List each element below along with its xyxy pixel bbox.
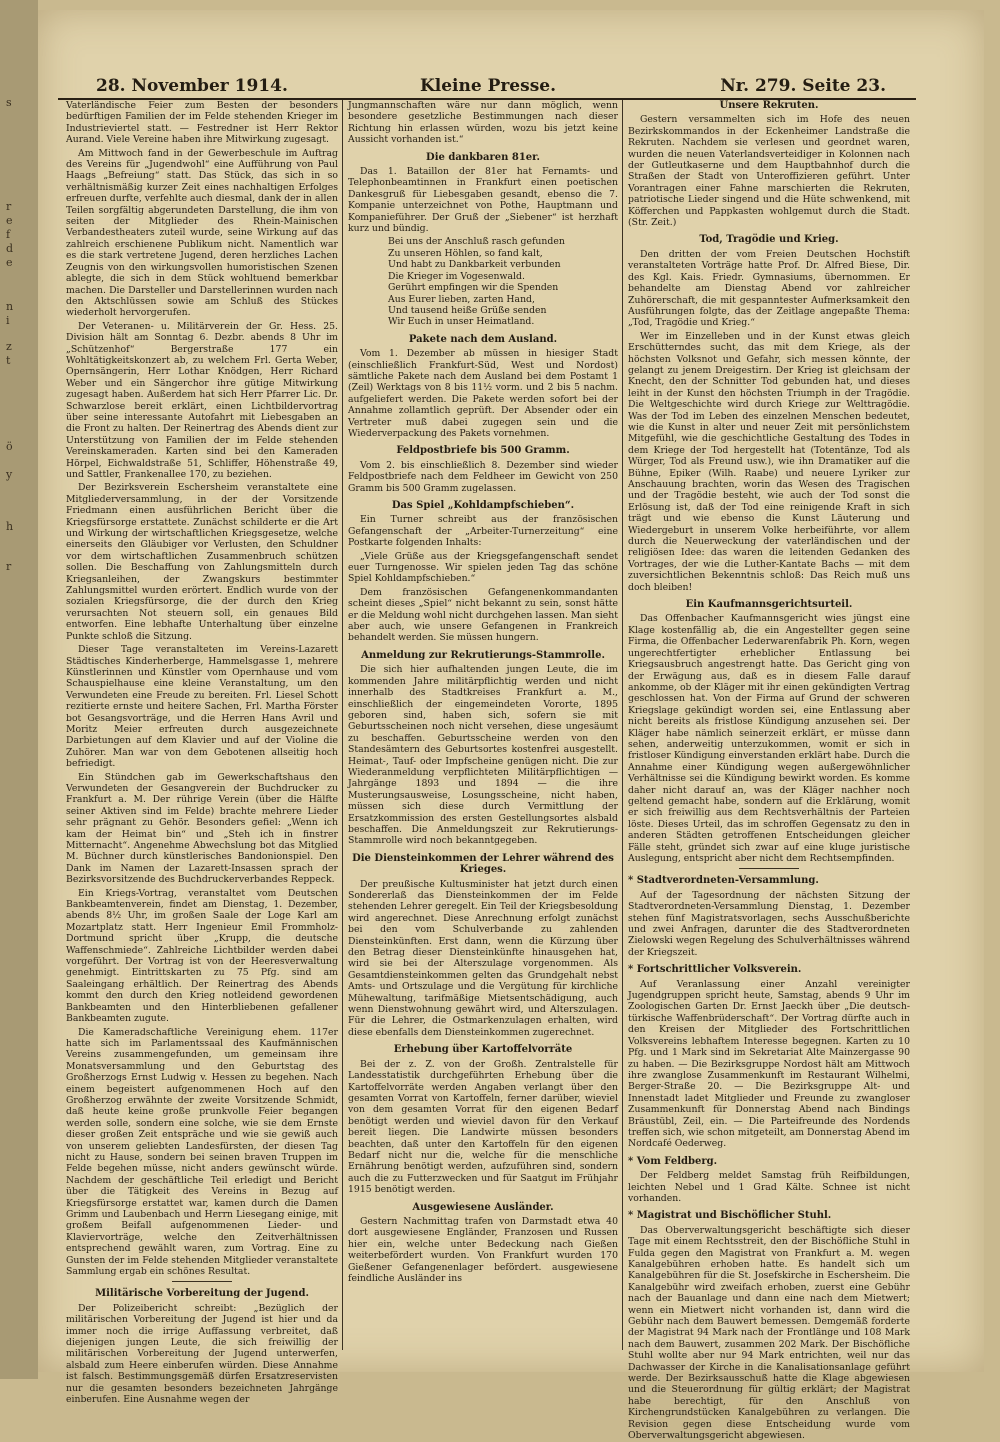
article-paragraph: Vom 1. Dezember ab müssen in hiesiger Stadt (einschließlich Frankfurt-Süd, West und Nordost) sämtliche Pakete nach dem Ausland bei dem Postamt 1 (Zeil) Werktags von 8 bis 11½ vorm. und 2 bis 5 nachm. aufgeliefert werden. Die Pakete werden sofort bei der Annahme zollamtlich geprüft. Der Absender oder ein Vertreter muß dabei zugegen sein und die Wiederverpackung des Pakets vornehmen. — [348, 348, 618, 439]
article-paragraph: Vom 2. bis einschließlich 8. Dezember sind wieder Feldpostbriefe nach dem Feldheer im Gewicht von 250 Gramm bis 500 Gramm zugelassen. — [348, 459, 618, 494]
article-separator — [739, 868, 799, 869]
article-heading: Erhebung über Kartoffelvorräte — [393, 1044, 573, 1056]
left-page-margin — [0, 0, 38, 1379]
margin-letter: h — [6, 520, 14, 533]
article-paragraph: Gestern versammelten sich im Hofe des neuen Bezirkskommandos in der Eckenheimer Landstraße die Rekruten. Nachdem sie verlesen und geordnet waren, wurden die neuen Vaterlandsverteidiger in Kolonnen nach der Gutleutkaserne und dem Hauptbahnhof durch die Straßen der Stadt von Unteroffizieren geführt. Unter Vorantragen einer Fahne marschierten die Rekruten, patriotische Lieder singend und die Hüte schwenkend, mit Köfferchen und Pappkasten wohlgemut durch die Stadt. (Str. Zeit.) — [628, 114, 910, 229]
article-paragraph: Ein Kriegs-Vortrag, veranstaltet vom Deutschen Bankbeamtenverein, findet am Dienstag, 1. Dezember, abends 8½ Uhr, im großen Saale der Loge Karl am Mozartplatz statt. Herr Ingenieur Emil Frommholz-Dortmund spricht über „Krupp, die deutsche Waffenschmiede“. Zahlreiche Lichtbilder werden dabei vorgeführt. Der Vortrag ist von der Heeresverwaltung genehmigt. Eintrittskarten zu 75 Pfg. sind am Saaleingang erhältlich. Der Reinertrag des Abends kommt den durch den Krieg notleidend gewordenen Bankbeamten und den Hinterbliebenen gefallener Bankbeamten zugute. — [66, 887, 338, 1025]
article-heading: Das Spiel „Kohldampfschieben“. — [391, 500, 575, 511]
article-heading: Die dankbaren 81er. — [426, 151, 540, 163]
article-paragraph: Der Polizeibericht schreibt: „Bezüglich der militärischen Vorbereitung der Jugend ist hier und da immer noch die irrige Auffassung verbreitet, daß diejenigen jungen Leute, die sich freiwillig der militärischen Vorbereitung der Jugend unterwerfen, alsbald zum Heere einberufen würden. Diese Annahme ist falsch. Bestimmungsgemäß dürfen Ersatzreservisten nur die gesamten besonders bezeichneten Jahrgänge einberufen. Eine Ausnahme wegen der — [66, 1302, 338, 1406]
article-heading: Tod, Tragödie und Krieg. — [699, 234, 839, 246]
header-issue-page: Nr. 279. Seite 23. — [720, 76, 886, 96]
margin-letter: e — [6, 256, 13, 269]
article-heading: Unsere Rekruten. — [719, 100, 819, 111]
margin-letter: y — [6, 468, 13, 481]
margin-letter: e — [6, 214, 13, 227]
poem-line: Aus Eurer lieben, zarten Hand, — [388, 293, 535, 305]
poem-line: Zu unseren Höhlen, so fand kalt, — [388, 247, 543, 259]
poem-line: Gerührt empfingen wir die Spenden — [388, 282, 559, 294]
article-paragraph: Auf der Tagesordnung der nächsten Sitzung der Stadtverordneten-Versammlung Dienstag, 1. Dezember stehen fünf Magistratsvorlagen, sechs Ausschußberichte und zwei Anfragen, darunter die des Stadtverordneten Zielowski wegen Regelung des Schulverhältnisses während der Kriegszeit. — [628, 889, 910, 958]
page-header — [58, 76, 916, 100]
article-paragraph: Der preußische Kultusminister hat jetzt durch einen Sondererlaß das Diensteinkommen der im Felde stehenden Lehrer geregelt. Ein Teil der Kriegsbesoldung wird angerechnet. Diese Anrechnung erfolgt zunächst bei den vom Schulverbande zu zahlenden Diensteinkünften. Erst dann, wenn die Kürzung über den Betrag dieser Diensteinkünfte hinausgehen hat, wird sie bei der Alterszulage vorgenommen. Als Gesamtdiensteinkommen gelten das Grundgehalt nebst Amts- und Ortszulage und die Vergütung für kirchliche Mühewaltung, tarifmäßige Mietsentschädigung, auch wenn Dienstwohnung gewährt wird, und Alterszulagen. Für die Lehrer, die Ostmarkenzulagen erhalten, wird diese ebenfalls dem Diensteinkommen zugerechnet. — [348, 878, 618, 1038]
article-paragraph: Die sich hier aufhaltenden jungen Leute, die im kommenden Jahre militärpflichtig werden und nicht innerhalb des Stadtkreises Frankfurt a. M., einschließlich der eingemeindeten Vororte, 1895 geboren sind, haben sich, sofern sie mit Geburtsscheinen noch nicht versehen, diese ungesäumt zu beschaffen. Geburtsscheine werden von den Standesämtern des Geburtsortes kostenfrei ausgestellt. Heimat-, Tauf- oder Impfscheine genügen nicht. Die zur Wiederanmeldung verpflichteten Militärpflichtigen — Jahrgänge 1893 und 1894 — die ihre Musterungsausweise, Losungsscheine, nicht haben, müssen sich diese durch Vermittlung der Ersatzkommission des ersten Gestellungsortes alsbald beschaffen. Die Anmeldungszeit zur Rekrutierungs-Stammrolle wird noch bekanntgegeben. — [348, 664, 618, 847]
article-paragraph: Ein Stündchen gab im Gewerkschaftshaus den Verwundeten der Gesangverein der Buchdrucker zu Frankfurt a. M. Der rührige Verein (über die Hälfte seiner Aktiven sind im Felde) brachte mehrere Lieder sehr prägnant zu Gehör. Besonders gefiel: „Wenn ich kam der Heimat bin“ und „Steh ich in finstrer Mitternacht“. Angenehme Abwechslung bot das Mitglied M. Büchner durch künstlerisches Bandonionspiel. Den Dank im Namen der Lazarett-Insassen sprach der Bezirksvorsitzende des Buchdruckerverbandes Reppeck. — [66, 771, 338, 886]
margin-letter: r — [6, 560, 12, 573]
poem-line: Die Krieger im Vogesenwald. — [388, 270, 525, 282]
poem-line: Und tausend heiße Grüße senden — [388, 304, 547, 316]
article-paragraph: „Viele Grüße aus der Kriegsgefangenschaft sendet euer Turngenosse. Wir spielen jeden Tag das schöne Spiel Kohldampfschieben.“ — [348, 550, 618, 585]
article-heading: * Stadtverordneten-Versammlung. — [628, 875, 819, 887]
article-paragraph: Wer im Einzelleben und in der Kunst etwas gleich Erschütterndes sucht, das mit dem Kriege, als der höchsten Volksnot und Gefahr, sich messen könnte, der gelangt zu jenem Dreigestirn. Der Krieg ist gleichsam der Knecht, den der Schnitter Tod gebunden hat, und dieses leiht in der Kunst den höchsten Triumph in der Tragödie. Die Weltgeschichte wird durch Kriege zur Welttragödie. Was der Tod im Leben des einzelnen Menschen bedeutet, wie die Kunst in alter und neuer Zeit mit persönlichstem Mitgefühl, wie die geschichtliche Gestaltung des Todes in dem Kriege der Tod hergestellt hat (Totentänze, Tod als Würger, Tod als Freund usw.), wie ihn Dramatiker auf die Bühne, Epiker (Wilh. Raabe) und neuere Lyriker zur Anschauung brachten, worin das Wesen des Tragischen und der Tragödie besteht, wie auch der Tod sonst die Erlösung ist, daß der Tod eine reinigende Kraft in sich trägt und wie ebenso die Kunst Läuterung und Wiedergeburt in unserem Volke herbeiführte, vor allem durch die Neuerweckung der vaterländischen und der religiösen Idee: das waren die leitenden Gedanken des Vortrages, der wie die Luther-Kantate Bachs — mit dem zuversichtlichen Bekenntnis schloß: Das Reich muß uns doch bleiben! — [628, 330, 910, 593]
article-paragraph: Jungmannschaften wäre nur dann möglich, wenn besondere gesetzliche Bestimmungen nach dieser Richtung hin erlassen würden, wozu bis jetzt keine Aussicht vorhanden ist.“ — [348, 100, 618, 146]
article-paragraph: Den dritten der vom Freien Deutschen Hochstift veranstalteten Vorträge hatte Prof. Dr. Alfred Biese, Dir. des Kgl. Kais. Friedr. Gymnasiums, übernommen. Er behandelte am Dienstag Abend vor zahlreicher Zuhörerschaft, die mit gespanntester Aufmerksamkeit den Ausführungen folgte, das der Zeitlage angepaßte Thema: „Tod, Tragödie und Krieg.“ — [628, 248, 910, 329]
margin-letter: s — [6, 96, 12, 109]
article-heading: Ausgewiesene Ausländer. — [412, 1201, 554, 1213]
article-paragraph: Vaterländische Feier zum Besten der besonders bedürftigen Familien der im Felde stehenden Krieger im Industrieviertel statt. — Festredner ist Herr Rektor Aurand. Viele Vereine haben ihre Mitwirkung zugesagt. — [66, 100, 338, 146]
header-date: 28. November 1914. — [96, 76, 288, 96]
article-paragraph: Die Kameradschaftliche Vereinigung ehem. 117er hatte sich im Parlamentssaal des Kaufmännischen Vereins zusammengefunden, um gemeinsam ihre Monatsversammlung und den Geburtstag des Großherzogs Ernst Ludwig v. Hessen zu begehen. Nach einem begeistert aufgenommenen Hoch auf den Großherzog erwähnte der zweite Vorsitzende Schmidt, daß heute keine große prunkvolle Feier begangen werden solle, sondern eine solche, wie sie dem Ernste dieser großen Zeit entspräche und wie sie gewiß auch von unserem geliebten Landesfürsten, der diesen Tag nicht zu Hause, sondern bei seinen braven Truppen im Felde begehen müsse, nicht anders gewünscht würde. Nachdem der geschäftliche Teil erledigt und Bericht über die Tätigkeit des Vereins in Bezug auf Kriegsfürsorge erstattet war, kamen durch die Damen Grimm und Laubenbach und Herrn Liesegang einige, mit großem Beifall aufgenommenen Lieder- und Klaviervorträge, welche den Zeitverhältnissen entsprechend gewählt waren, zum Vortrag. Eine zu Gunsten der im Felde stehenden Mitglieder veranstaltete Sammlung ergab ein schönes Resultat. — [66, 1026, 338, 1278]
article-paragraph: Das 1. Bataillon der 81er hat Fernamts- und Telephonbeamtinnen in Frankfurt einen poetischen Dankesgruß für Liebesgaben gesandt, ebenso die 7. Kompanie unterzeichnet von Pothe, Hauptmann und Kompanieführer. Der Gruß der „Siebener“ ist herzhaft kurz und bündig. — [348, 166, 618, 235]
article-paragraph: Das Offenbacher Kaufmannsgericht wies jüngst eine Klage kostenfällig ab, die ein Angestellter gegen seine Firma, die Offenbacher Lederwarenfabrik Ph. Korn, wegen ungerechtfertigter erheblicher Entlassung bei Kriegsausbruch angestrengt hatte. Das Gericht ging von der Erwägung aus, daß es in diesem Falle darauf ankomme, ob der Kläger mit ihr einen gekündigten Vertrag geschlossen hat. Von der Firma auf Grund der schweren Kriegslage gekündigt worden sei, eine Entlassung aber nicht bereits als fristlose Kündigung anzusehen sei. Der Kläger habe nämlich seinerzeit erklärt, er müsse dann sehen, anderweitig unterzukommen, womit er sich in fristloser Kündigung einverstanden erklärt habe. Durch die Annahme einer Kündigung wegen außergewöhnlicher Verhältnisse sei die Kündigung bewirkt worden. Es komme daher nicht darauf an, was der Kläger nachher noch geltend gemacht habe, sondern auf die Erklärung, womit er sich freiwillig aus dem Rechtsverhältnis der Parteien löste. Dieses Urteil, das im schroffen Gegensatz zu den in anderen Städten getroffenen Entscheidungen gleicher Fälle steht, gründet sich zwar auf eine kluge juristische Auslegung, entspricht aber nicht dem Rechtsempfinden. — [628, 613, 910, 864]
margin-letter: r — [6, 200, 12, 213]
article-paragraph: Der Veteranen- u. Militärverein der Gr. Hess. 25. Division hält am Sonntag 6. Dezbr. abends 8 Uhr im „Schützenhof“ Bergerstraße 177 ein Wohltätigkeitskonzert ab, zu welchem Frl. Gerta Weber, Opernsängerin, Herr Lothar Knödgen, Herr Richard Weber und ein Sängerchor ihre gütige Mitwirkung zugesagt haben. Außerdem hat sich Herr Pfarrer Lic. Dr. Schwarzlose bereit erklärt, einen Lichtbildervortrag über seine interessante Autofahrt mit Liebesgaben an die Front zu halten. Der Reinertrag des Abends dient zur Unterstützung von Familien der im Felde stehenden Vereinskameraden. Karten sind bei den Kameraden Hörpel, Eichwaldstraße 51, Schliffer, Höhenstraße 49, und Sattler, Frankenallee 170, zu beziehen. — [66, 320, 338, 480]
article-paragraph: Der Bezirksverein Eschersheim veranstaltete eine Mitgliederversammlung, in der der Vorsitzende Friedmann einen ausführlichen Bericht über die Kriegsfürsorge erstattete. Zunächst schilderte er die Art und Wirkung der wirtschaftlichen Kriegsgesetze, welche einerseits den Gläubiger vor Verlusten, den Schuldner vor dem wirtschaftlichen Zusammenbruch schützen sollen. Die Beschaffung von Zahlungsmitteln durch Kriegsanleihen, der Zwangskurs bestimmter Zahlungsmittel wurden erörtert. Endlich wurde von der sozialen Kriegsfürsorge, die der durch den Krieg verursachten Not steuern soll, ein genaues Bild entworfen. Eine lebhafte Unterhaltung über einzelne Punkte schloß die Sitzung. — [66, 482, 338, 642]
margin-letter: n — [6, 300, 14, 313]
margin-letter: i — [6, 314, 10, 327]
poem — [388, 236, 618, 327]
poem-line: Wir Euch in unser Heimatland. — [388, 316, 535, 328]
article-paragraph: Bei der z. Z. von der Großh. Zentralstelle für Landesstatistik durchgeführten Erhebung über die Kartoffelvorräte werden Angaben verlangt über den gesamten Vorrat von Kartoffeln, ferner darüber, wieviel von dem gesamten Vorrat für den eigenen Bedarf benötigt werden und wieviel davon für den Verkauf bereit liegen. Die Landwirte müssen besonders beachten, daß unter den Kartoffeln für den eigenen Bedarf nicht nur die, welche für die menschliche Ernährung benötigt werden, aufzuführen sind, sondern auch die zu Futterzwecken und für Saatgut im Frühjahr 1915 benötigt werden. — [348, 1058, 618, 1196]
article-separator — [172, 1281, 232, 1282]
article-paragraph: Am Mittwoch fand in der Gewerbeschule im Auftrag des Vereins für „Jugendwohl“ eine Aufführung von Paul Haags „Befreiung“ statt. Das Stück, das sich in so verhältnismäßig kurzer Zeit eines nachhaltigen Erfolges erfreuen durfte, verfehlte auch diesmal, dank der in allen Teilen sorgfältig abgerundeten Darstellung, die ihm von seiten der Mitglieder des Rhein-Mainischen Verbandestheaters zuteil wurde, seine Wirkung auf das zahlreich erschienene Publikum nicht. Namentlich war es die stark vertretene Jugend, deren herzliches Lachen Zeugnis von den wirkungsvollen humoristischen Szenen ablegte, die sich in dem Stück wohltuend bemerkbar machen. Die Darsteller und Darstellerinnen wurden nach den Aktschlüssen sowie am Schluß des Stückes wiederholt hervorgerufen. — [66, 147, 338, 319]
article-heading: Anmeldung zur Rekrutierungs-Stammrolle. — [361, 649, 605, 661]
margin-letter: f — [6, 228, 11, 241]
column-1 — [66, 100, 338, 1406]
column-3 — [628, 100, 910, 1442]
article-paragraph: Gestern Nachmittag trafen von Darmstadt etwa 40 dort ausgewiesene Engländer, Franzosen und Russen hier ein, welche unter Bedeckung nach Gießen weiterbefördert wurden. Von Frankfurt wurden 170 Gießener Gefangenenlager befördert. ausgewiesene feindliche Ausländer ins — [348, 1215, 618, 1284]
article-heading: * Fortschrittlicher Volksverein. — [628, 964, 802, 976]
article-heading: Pakete nach dem Ausland. — [408, 333, 558, 345]
margin-letter: t — [6, 354, 11, 367]
poem-line: Und habt zu Dankbarkeit verbunden — [388, 259, 561, 271]
column-rule — [622, 100, 623, 1350]
article-heading: Militärische Vorbereitung der Jugend. — [95, 1288, 309, 1300]
margin-letter: d — [6, 242, 14, 255]
poem-line: Bei uns der Anschluß rasch gefunden — [388, 236, 565, 248]
column-rule — [342, 100, 343, 1350]
article-heading: Die Diensteinkommen der Lehrer während des Krieges. — [352, 852, 614, 876]
article-heading: Feldpostbriefe bis 500 Gramm. — [396, 445, 570, 457]
header-paper-title: Kleine Presse. — [419, 76, 557, 96]
article-heading: * Vom Feldberg. — [628, 1155, 718, 1167]
article-heading: * Magistrat und Bischöflicher Stuhl. — [628, 1210, 832, 1222]
article-paragraph: Das Oberverwaltungsgericht beschäftigte sich dieser Tage mit einem Rechtsstreit, den der Bischöfliche Stuhl in Fulda gegen den Magistrat von Frankfurt a. M. wegen Kanalgebühren erhoben hatte. Es handelt sich um Kanalgebühren für die St. Josefskirche in Eschersheim. Die Kanalgebühr wird zweifach erhoben, zuerst eine Gebühr nach der Bauanlage und dann eine nach dem Mietwert; wenn ein Mietwert nicht vorhanden ist, dann wird die Gebühr nach dem Bauwert bemessen. Demgemäß forderte der Magistrat 94 Mark nach der Frontlänge und 108 Mark nach dem Bauwert, zusammen 202 Mark. Der Bischöfliche Stuhl wollte aber nur 94 Mark entrichten, weil nur das Dachwasser der Kirche in die Kanalisationsanlage geführt werde. Der Bezirksausschuß hatte die Klage abgewiesen und die Steuerordnung für gültig erklärt; der Magistrat habe berechtigt, für den Anschluß von Kirchengrundstücken Kanalgebühren zu verlangen. Die Revision gegen diese Entscheidung wurde vom Oberverwaltungsgericht abgewiesen. — [628, 1224, 910, 1442]
article-paragraph: Dieser Tage veranstalteten im Vereins-Lazarett Städtisches Kinderherberge, Hammelsgasse 1, mehrere Künstlerinnen und Künstler vom Opernhause und vom Schauspielhause eine kleine Veranstaltung, um den Verwundeten eine Freude zu bereiten. Frl. Liesel Schott rezitierte ernste und heitere Sachen, Frl. Martha Förster bot Gesangsvorträge, und die Herren Hans Avril und Moritz Meier erfreuten durch ausgezeichnete Darbietungen auf dem Klavier und auf der Violine die Zuhörer. Man war von dem Gebotenen allseitig hoch befriedigt. — [66, 644, 338, 770]
article-paragraph: Der Feldberg meldet Samstag früh Reifbildungen, leichten Nebel und 1 Grad Kälte. Schnee ist nicht vorhanden. — [628, 1170, 910, 1204]
article-paragraph: Auf Veranlassung einer Anzahl vereinigter Jugendgruppen spricht heute, Samstag, abends 9 Uhr im Zoologischen Garten Dr. Ernst Jaeckh über „Die deutsch-türkische Waffenbrüderschaft“. Der Vortrag dürfte auch in den Kreisen der Mitglieder des Fortschrittlichen Volksvereins lebhaftem Interesse begegnen. Karten zu 10 Pfg. und 1 Mark sind im Sekretariat Alte Mainzergasse 90 zu haben. — Die Bezirksgruppe Nordost hält am Mittwoch ihre zwanglose Zusammenkunft im Restaurant Wilhelmi, Berger-Straße 20. — Die Bezirksgruppe Alt- und Innenstadt ladet Mitglieder und Freunde zu zwangloser Zusammenkunft für Donnerstag Abend nach Bindings Bräustübl, Zeil, ein. — Die Parteifreunde des Nordends treffen sich, wie schon mitgeteilt, am Donnerstag Abend im Nordcafé Oederweg. — [628, 978, 910, 1150]
article-heading: Ein Kaufmannsgerichtsurteil. — [685, 599, 853, 611]
column-2 — [348, 100, 618, 1358]
margin-letter: z — [6, 340, 12, 353]
margin-letter: ö — [6, 440, 13, 453]
article-paragraph: Dem französischen Gefangenenkommandanten scheint dieses „Spiel“ nicht bekannt zu sein, sonst hätte er die Meldung wohl nicht durchgehen lassen. Man sieht aber auch, wie unsere Gefangenen in Frankreich behandelt werden. Sie müssen hungern. — [348, 586, 618, 644]
article-paragraph: Ein Turner schreibt aus der französischen Gefangenschaft der „Arbeiter-Turnerzeitung“ eine Postkarte folgenden Inhalts: — [348, 514, 618, 549]
